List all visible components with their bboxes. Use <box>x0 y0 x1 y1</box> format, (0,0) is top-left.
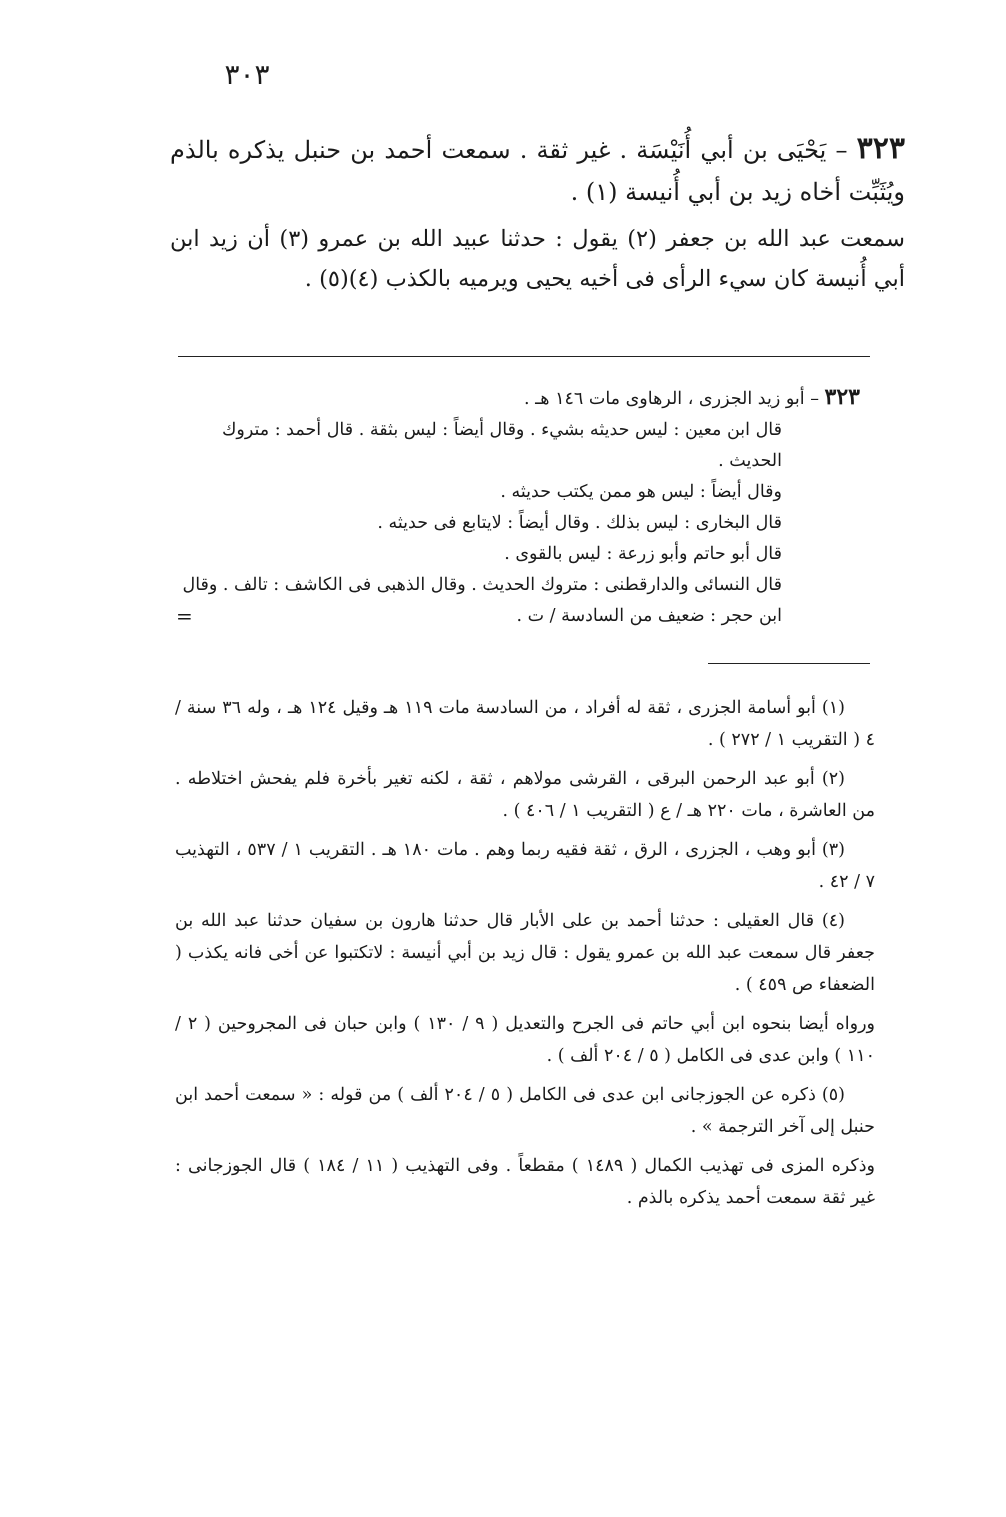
separator-rule <box>178 356 870 357</box>
bio-line: قال أبو حاتم وأبو زرعة : ليس بالقوى . <box>504 544 782 564</box>
continuation-mark: = <box>176 604 193 628</box>
bio-line: قال النسائى والدارقطنى : متروك الحديث . وقال الذهبى فى الكاشف : تالف . وقال ابن حجر : ضعيف من السادسة / ت . <box>182 575 782 626</box>
footnote-continuation: وذكره المزى فى تهذيب الكمال ( ١٤٨٩ ) مقطعاً . وفى التهذيب ( ١١ / ١٨٤ ) قال الجوزجانى : غير ثقة سمعت أحمد يذكره بالذم . <box>175 1156 875 1208</box>
bio-line: قال ابن معين : ليس حديثه بشيء . وقال أيضاً : ليس بثقة . قال أحمد : متروك الحديث . <box>221 420 782 471</box>
bio-number: ٣٢٣ <box>824 384 860 410</box>
footnote: (٢) أبو عبد الرحمن البرقى ، القرشى مولاهم ، ثقة ، لكنه تغير بأخرة فلم يفحش اختلاطه . من العاشرة ، مات ٢٢٠ هـ / ع ( التقريب ١ / ٤٠٦ ) . <box>175 769 875 821</box>
footnote: (٤) قال العقيلى : حدثنا أحمد بن على الأبار قال حدثنا هارون بن سفيان حدثنا عبد الله بن جعفر قال سمعت عبد الله بن عمرو يقول : قال زيد بن أبي أنيسة : لاتكتبوا عن أخى فانه يكذب ( الضعفاء ص ٤٥٩ ) . <box>175 911 875 995</box>
bio-last-block <box>170 570 860 632</box>
footnote-rule <box>708 663 870 664</box>
page-number: ٣٠٣ <box>224 58 270 91</box>
main-entry <box>170 128 905 299</box>
bio-note <box>170 382 860 632</box>
footnotes <box>175 692 875 1221</box>
bio-line: قال البخارى : ليس بذلك . وقال أيضاً : لايتابع فى حديثه . <box>377 513 782 533</box>
footnote: (١) أبو أسامة الجزرى ، ثقة له أفراد ، من السادسة مات ١١٩ هـ وقيل ١٢٤ هـ ، وله ٣٦ سنة / ٤ ( التقريب ١ / ٢٧٢ ) . <box>175 698 875 750</box>
entry-dash: – <box>835 136 848 164</box>
bio-head-text: أبو زيد الجزرى ، الرهاوى مات ١٤٦ هـ . <box>524 389 805 409</box>
footnote: (٥) ذكره عن الجوزجانى ابن عدى فى الكامل ( ٥ / ٢٠٤ ألف ) من قوله : « سمعت أحمد ابن حنبل إلى آخر الترجمة » . <box>175 1085 875 1137</box>
entry-text-1: يَحْيَى بن أبي أُنَيْسَة . غير ثقة . سمعت أحمد بن حنبل يذكره بالذم ويُثَبِّت أخاه زيد بن أبي أُنيسة (١) . <box>170 136 905 206</box>
entry-number: ٣٢٣ <box>856 131 905 166</box>
entry-paragraph-1 <box>170 128 905 213</box>
entry-paragraph-2: سمعت عبد الله بن جعفر (٢) يقول : حدثنا عبيد الله بن عمرو (٣) أن زيد ابن أبي أُنيسة كان سيء الرأى فى أخيه يحيى ويرميه بالكذب (٤)(٥) . <box>170 226 905 292</box>
footnote: (٣) أبو وهب ، الجزرى ، الرق ، ثقة فقيه ربما وهم . مات ١٨٠ هـ . التقريب ١ / ٥٣٧ ، التهذيب ٧ / ٤٢ . <box>175 840 875 892</box>
footnote-continuation: ورواه أيضا بنحوه ابن أبي حاتم فى الجرح والتعديل ( ٩ / ١٣٠ ) وابن حبان فى المجروحين ( ٢ / ١١٠ ) وابن عدى فى الكامل ( ٥ / ٢٠٤ ألف ) . <box>175 1014 876 1066</box>
bio-dash: – <box>810 389 819 409</box>
bio-line: وقال أيضاً : ليس هو ممن يكتب حديثه . <box>500 482 782 502</box>
bio-head <box>170 382 860 415</box>
